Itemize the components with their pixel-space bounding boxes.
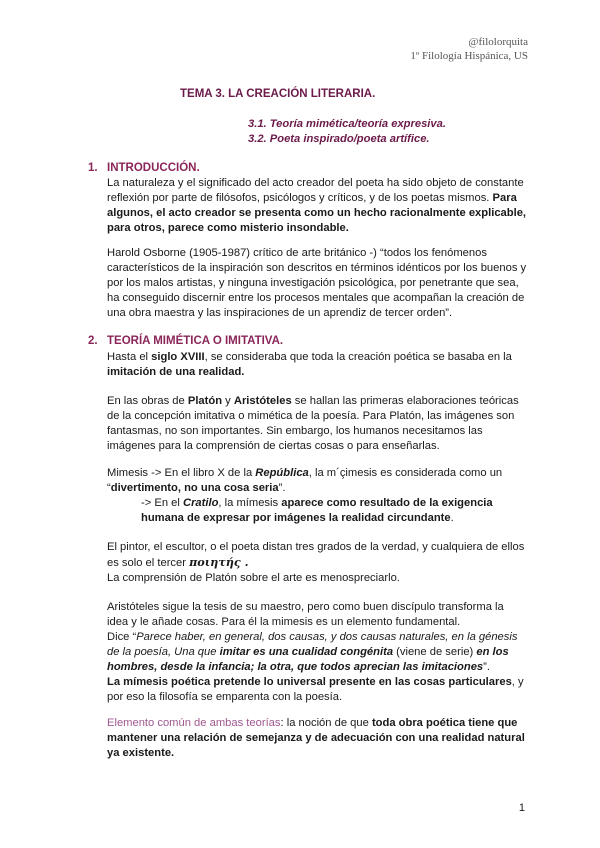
text-bold: aparece como resultado de la exigencia humana de expresar por imágenes la realidad circundante — [141, 497, 493, 524]
subtopic-1: 3.1. Teoría mimética/teoría expresiva. — [248, 118, 446, 130]
mimetic-paragraph-5 — [107, 600, 527, 705]
text-bold: imitación de una realidad. — [107, 366, 245, 378]
section-heading-intro — [88, 161, 200, 176]
section-title: TEORÍA MIMÉTICA O IMITATIVA. — [107, 335, 284, 347]
text: se hallan las primeras elaboraciones teóricas de la concepción imitativa o mimética de la poesía. Para Platón, las imágenes son fantasmas, no son importantes. Sin embargo, los humanos necesitamos las imágenes para la comprensión de ciertas cosas o para enseñarlas. — [107, 395, 519, 452]
mimetic-paragraph-1 — [107, 350, 527, 380]
text: Mimesis -> En el libro X de la — [107, 467, 256, 479]
mimetic-paragraph-3 — [107, 466, 527, 526]
course-label: 1º Filología Hispánica, US — [410, 50, 528, 62]
text: -> En el — [141, 497, 183, 509]
text: ”. — [483, 661, 490, 673]
mimetic-paragraph-4 — [107, 540, 527, 586]
text-bold: Platón — [187, 395, 223, 407]
text-bold-italic: en los hombres, desde la infancia; la otra, que todos aprecian las imitaciones — [107, 646, 509, 673]
text-bold: siglo XVIII — [151, 351, 205, 363]
text-bold-italic: República — [255, 467, 309, 479]
intro-paragraph-2 — [107, 246, 527, 321]
text: , se consideraba que toda la creación poética se basaba en la — [204, 351, 512, 363]
text-italic: Parece haber, en general, dos causas, y dos causas naturales, en la génesis de la poesía, Una que — [107, 631, 518, 658]
page-number: 1 — [518, 802, 525, 814]
text: : la noción de que — [280, 717, 372, 729]
osborne-quote: Harold Osborne (1905-1987) crítico de arte británico -) “todos los fenómenos característicos de la inspiración son descritos en términos idénticos por los buenos y por los malos artistas, y ninguna investigación psicológica, por penetrante que sea, ha conseguido discernir entre los procesos mentales que acompañan la creación de una obra maestra y las inspiraciones de un aprendiz de tercer orden”. — [107, 247, 527, 319]
text-bold: Aristóteles — [233, 395, 292, 407]
text: El pintor, el escultor, o el poeta distan tres grados de la verdad, y cualquiera de ellos es solo el tercer — [107, 541, 525, 569]
section-heading-mimetic — [88, 334, 283, 349]
text: (viene de serie) — [393, 646, 477, 658]
greek-word: ποιητής . — [189, 555, 249, 569]
text: , y por eso la filosofía se emparenta con la poesía. — [107, 676, 524, 703]
intro-bold-text: Para algunos, el acto creador se presenta como un hecho racionalmente explicable, para otros, parece como misterio insondable. — [107, 192, 527, 234]
text: . — [450, 512, 454, 524]
text-highlight: Elemento común de ambas teorías — [107, 717, 281, 729]
text: , la m´çimesis es considerada como un “ — [107, 467, 503, 494]
intro-text: La naturaleza y el significado del acto creador del poeta ha sido objeto de constante reflexión por parte de filósofos, psicólogos y críticos, y de los poetas mismos. — [107, 177, 524, 204]
section-number: 2. — [88, 335, 98, 347]
author-handle: @filolorquita — [468, 36, 528, 48]
text: La comprensión de Platón sobre el arte es menospreciarlo. — [107, 572, 400, 584]
text: ”. — [278, 482, 286, 494]
page-header — [410, 35, 528, 63]
text-bold-italic: Cratilo — [182, 497, 219, 509]
text-bold: toda obra poética tiene que mantener una relación de semejanza y de adecuación con una realidad natural ya existente. — [107, 717, 525, 759]
text: y — [222, 395, 234, 407]
page-title: TEMA 3. LA CREACIÓN LITERARIA. — [180, 88, 376, 100]
section-title: INTRODUCCIÓN. — [107, 162, 200, 174]
text: Hasta el — [107, 351, 152, 363]
text-bold: La mímesis poética pretende lo universal presente en las cosas particulares — [107, 676, 512, 688]
text: Aristóteles sigue la tesis de su maestro, pero como buen discípulo transforma la idea y le añade cosas. Para él la mimesis es un elemento fundamental. — [107, 601, 504, 628]
text: , la mímesis — [218, 497, 282, 509]
section-number: 1. — [88, 162, 98, 174]
text-bold: divertimento, no una cosa seria — [110, 482, 279, 494]
text: En las obras de — [107, 395, 188, 407]
intro-paragraph-1 — [107, 176, 527, 236]
subtopic-2: 3.2. Poeta inspirado/poeta artífice. — [248, 133, 430, 145]
mimetic-paragraph-2 — [107, 394, 527, 454]
text: Dice “ — [107, 631, 137, 643]
mimetic-paragraph-6 — [107, 716, 527, 761]
text-bold-italic: imitar es una cualidad congénita — [219, 646, 394, 658]
